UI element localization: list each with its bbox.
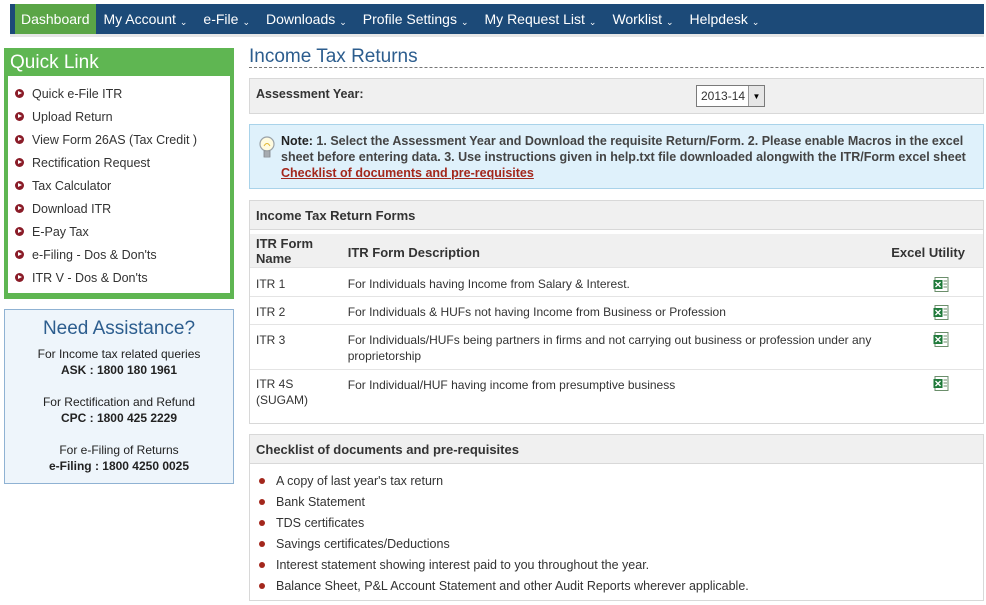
quick-link-list bbox=[8, 76, 230, 293]
nav-label: Dashboard bbox=[21, 11, 90, 27]
page-title: Income Tax Returns bbox=[249, 46, 984, 68]
arrow-bullet-icon bbox=[15, 158, 24, 167]
quick-link-label: Quick e-File ITR bbox=[32, 86, 123, 101]
nav-e-file[interactable] bbox=[195, 4, 258, 34]
assistance-label: For Rectification and Refund bbox=[42, 395, 196, 409]
note-text: 1. Select the Assessment Year and Download the requisite Return/Form. 2. Please enable Macros in the excel sheet before entering data. 3. Use instructions given in help.txt file downloaded alongwith the ITR/Form excel sheet bbox=[281, 134, 966, 164]
assessment-year-value: 2013-14 bbox=[701, 89, 746, 103]
checklist-item-text: Savings certificates/Deductions bbox=[276, 536, 450, 551]
nav-label: Helpdesk bbox=[689, 11, 748, 27]
checklist-section bbox=[249, 434, 984, 601]
lightbulb-icon bbox=[258, 135, 276, 161]
checklist-item-text: A copy of last year's tax return bbox=[276, 473, 444, 488]
column-header-excel-utility: Excel Utility bbox=[891, 245, 965, 260]
need-assistance-title: Need Assistance? bbox=[42, 318, 196, 339]
list-item bbox=[259, 491, 983, 512]
excel-file-icon[interactable] bbox=[933, 305, 949, 320]
quick-link-label: e-Filing - Dos & Don'ts bbox=[32, 247, 157, 262]
nav-label: Profile Settings bbox=[362, 11, 457, 27]
table-row bbox=[250, 324, 983, 369]
arrow-bullet-icon bbox=[15, 204, 24, 213]
itr-form-description: For Individuals having Income from Salary & Interest. bbox=[347, 277, 630, 291]
note-box bbox=[249, 124, 984, 189]
itr-form-name: ITR 2 bbox=[256, 305, 286, 319]
arrow-bullet-icon bbox=[15, 227, 24, 236]
nav-label: Worklist bbox=[612, 11, 662, 27]
bullet-icon bbox=[259, 541, 265, 547]
list-item bbox=[259, 554, 983, 575]
nav-downloads[interactable] bbox=[258, 4, 355, 34]
table-row bbox=[250, 267, 983, 296]
nav-my-request-list[interactable] bbox=[477, 4, 605, 34]
checklist-section-title: Checklist of documents and pre-requisites bbox=[250, 435, 983, 464]
chevron-down-icon: ⌄ bbox=[665, 16, 674, 27]
itr-forms-section bbox=[249, 200, 984, 424]
quick-link-label: View Form 26AS (Tax Credit ) bbox=[32, 132, 198, 147]
bullet-icon bbox=[259, 520, 265, 526]
list-item bbox=[259, 533, 983, 554]
bullet-icon bbox=[259, 499, 265, 505]
assistance-number: ASK : 1800 180 1961 bbox=[60, 363, 178, 377]
arrow-bullet-icon bbox=[15, 135, 24, 144]
quick-link-upload-return[interactable] bbox=[15, 105, 230, 128]
quick-link-itr-v-dos-donts[interactable] bbox=[15, 266, 230, 289]
nav-label: My Account bbox=[103, 11, 176, 27]
chevron-down-icon: ⌄ bbox=[460, 16, 469, 27]
list-item bbox=[259, 575, 983, 596]
quick-link-download-itr[interactable] bbox=[15, 197, 230, 220]
arrow-bullet-icon bbox=[15, 250, 24, 259]
quick-link-rectification-request[interactable] bbox=[15, 151, 230, 174]
chevron-down-icon: ⌄ bbox=[588, 16, 597, 27]
nav-helpdesk[interactable] bbox=[682, 4, 768, 34]
chevron-down-icon: ⌄ bbox=[751, 16, 760, 27]
nav-dashboard[interactable] bbox=[15, 4, 96, 34]
assistance-label: For Income tax related queries bbox=[37, 347, 201, 361]
quick-link-label: Tax Calculator bbox=[32, 178, 112, 193]
arrow-bullet-icon bbox=[15, 181, 24, 190]
nav-label: e-File bbox=[203, 11, 239, 27]
assistance-number: CPC : 1800 425 2229 bbox=[60, 411, 178, 425]
checklist-link[interactable]: Checklist of documents and pre-requisites bbox=[281, 166, 534, 180]
checklist-list bbox=[250, 464, 983, 596]
quick-link-label: E-Pay Tax bbox=[32, 224, 89, 239]
assessment-year-label: Assessment Year: bbox=[256, 87, 364, 101]
quick-link-label: ITR V - Dos & Don'ts bbox=[32, 270, 148, 285]
assessment-year-bar bbox=[249, 78, 984, 114]
assessment-year-select[interactable] bbox=[696, 85, 765, 107]
checklist-item-text: TDS certificates bbox=[276, 515, 365, 530]
nav-my-account[interactable] bbox=[96, 4, 196, 34]
itr-form-description: For Individuals & HUFs not having Income from Business or Profession bbox=[347, 305, 726, 319]
bullet-icon bbox=[259, 562, 265, 568]
bullet-icon bbox=[259, 583, 265, 589]
excel-file-icon[interactable] bbox=[933, 376, 949, 391]
quick-link-title: Quick Link bbox=[10, 52, 99, 73]
bullet-icon bbox=[259, 478, 265, 484]
chevron-down-icon: ⌄ bbox=[179, 16, 188, 27]
checklist-item-text: Interest statement showing interest paid to you throughout the year. bbox=[276, 557, 650, 572]
list-item bbox=[259, 512, 983, 533]
note-label: Note: bbox=[281, 134, 313, 148]
checklist-item-text: Balance Sheet, P&L Account Statement and other Audit Reports wherever applicable. bbox=[276, 578, 749, 593]
itr-form-description: For Individual/HUF having income from presumptive business bbox=[347, 378, 676, 392]
top-navigation bbox=[10, 4, 984, 37]
need-assistance-box bbox=[4, 309, 234, 484]
checklist-item-text: Bank Statement bbox=[276, 494, 365, 509]
arrow-bullet-icon bbox=[15, 89, 24, 98]
chevron-down-icon: ⌄ bbox=[339, 16, 347, 27]
itr-form-name: ITR 4S (SUGAM) bbox=[256, 377, 308, 407]
nav-label: My Request List bbox=[484, 11, 585, 27]
assistance-number: e-Filing : 1800 4250 0025 bbox=[48, 459, 190, 473]
quick-link-label: Rectification Request bbox=[32, 155, 151, 170]
quick-link-label: Upload Return bbox=[32, 109, 113, 124]
excel-file-icon[interactable] bbox=[933, 277, 949, 292]
quick-link-tax-calculator[interactable] bbox=[15, 174, 230, 197]
itr-forms-section-title: Income Tax Return Forms bbox=[250, 201, 983, 230]
table-row bbox=[250, 296, 983, 324]
excel-file-icon[interactable] bbox=[933, 332, 949, 347]
arrow-bullet-icon bbox=[15, 273, 24, 282]
itr-forms-table-header bbox=[250, 230, 983, 267]
quick-link-e-pay-tax[interactable] bbox=[15, 220, 230, 243]
nav-worklist[interactable] bbox=[604, 4, 681, 34]
nav-profile-settings[interactable] bbox=[355, 4, 477, 34]
quick-link-quick-e-file-itr[interactable] bbox=[15, 82, 230, 105]
chevron-down-icon: ⌄ bbox=[242, 16, 250, 27]
nav-label: Downloads bbox=[265, 11, 336, 27]
quick-link-e-filing-dos-donts[interactable] bbox=[15, 243, 230, 266]
table-row bbox=[250, 369, 983, 414]
column-header-form-name: ITR Form Name bbox=[256, 236, 314, 266]
itr-form-name: ITR 3 bbox=[256, 333, 286, 347]
assistance-label: For e-Filing of Returns bbox=[59, 443, 179, 457]
dropdown-arrow-icon: ▼ bbox=[748, 86, 764, 106]
quick-link-panel bbox=[4, 48, 234, 299]
itr-form-name: ITR 1 bbox=[256, 277, 286, 291]
itr-form-description: For Individuals/HUFs being partners in firms and not carrying out business or profession under any proprietorship bbox=[347, 333, 872, 363]
quick-link-view-form-26as[interactable] bbox=[15, 128, 230, 151]
column-header-description: ITR Form Description bbox=[347, 245, 480, 260]
list-item bbox=[259, 470, 983, 491]
quick-link-label: Download ITR bbox=[32, 201, 112, 216]
arrow-bullet-icon bbox=[15, 112, 24, 121]
